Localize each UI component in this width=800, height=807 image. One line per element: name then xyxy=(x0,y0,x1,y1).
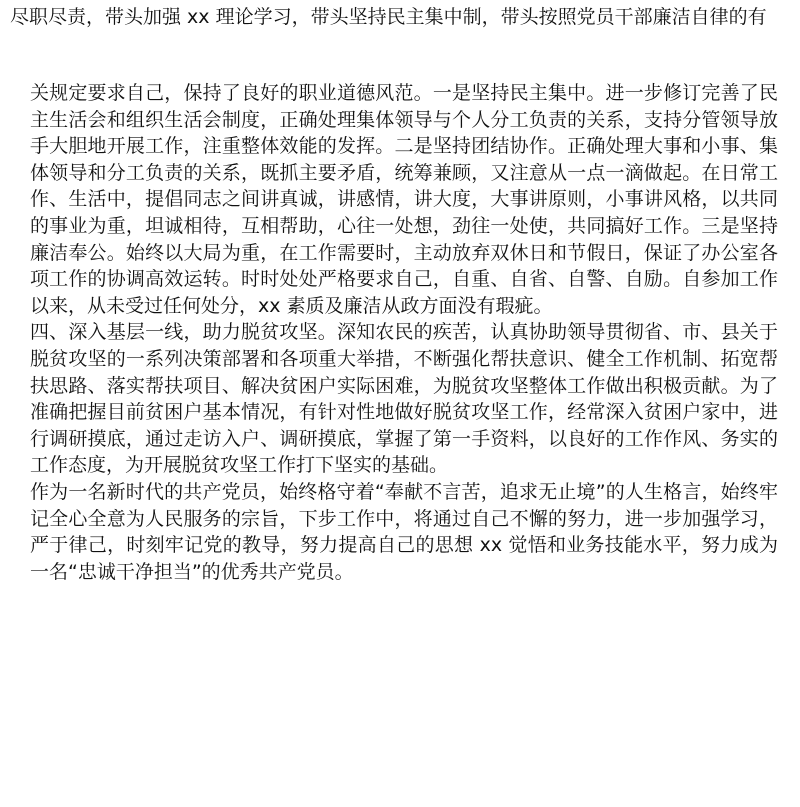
document-body xyxy=(30,80,778,585)
paragraph-poverty-alleviation: 四、深入基层一线，助力脱贫攻坚。深知农民的疾苦，认真协助领导贯彻省、市、县关于脱贫攻坚的一系列决策部署和各项重大举措，不断强化帮扶意识、健全工作机制、拓宽帮扶思路、落实帮扶项目、解决贫困户实际困难，为脱贫攻坚整体工作做出积极贡献。为了准确把握目前贫困户基本情况，有针对性地做好脱贫攻坚工作，经常深入贫困户家中，进行调研摸底，通过走访入户、调研摸底，掌握了第一手资料，以良好的工作作风、务实的工作态度，为开展脱贫攻坚工作打下坚实的基础。 xyxy=(30,321,778,477)
paragraph-conclusion: 作为一名新时代的共产党员，始终格守着“奉献不言苦，追求无止境”的人生格言，始终牢记全心全意为人民服务的宗旨，下步工作中，将通过自己不懈的努力，进一步加强学习，严于律己，时刻牢记党的教导，努力提高自己的思想 xx 觉悟和业务技能水平，努力成为一名“忠诚干净担当”的优秀共产党员。 xyxy=(30,480,778,583)
paragraph-integrity: 关规定要求自己，保持了良好的职业道德风范。一是坚持民主集中。进一步修订完善了民主生活会和组织生活会制度，正确处理集体领导与个人分工负责的关系，支持分管领导放手大胆地开展工作，注重整体效能的发挥。二是坚持团结协作。正确处理大事和小事、集体领导和分工负责的关系，既抓主要矛盾，统筹兼顾，又注意从一点一滴做起。在日常工作、生活中，提倡同志之间讲真诚，讲感情，讲大度，大事讲原则，小事讲风格，以共同的事业为重，坦诚相待，互相帮助，心往一处想，劲往一处使，共同搞好工作。三是坚持廉洁奉公。始终以大局为重，在工作需要时，主动放弃双休日和节假日，保证了办公室各项工作的协调高效运转。时时处处严格要求自己，自重、自省、自警、自励。自参加工作以来，从未受过任何处分，xx 素质及廉洁从政方面没有瑕疵。 xyxy=(30,82,778,317)
top-text-line: 尽职尽责，带头加强 xx 理论学习，带头坚持民主集中制，带头按照党员干部廉洁自律的有 xyxy=(10,6,767,28)
